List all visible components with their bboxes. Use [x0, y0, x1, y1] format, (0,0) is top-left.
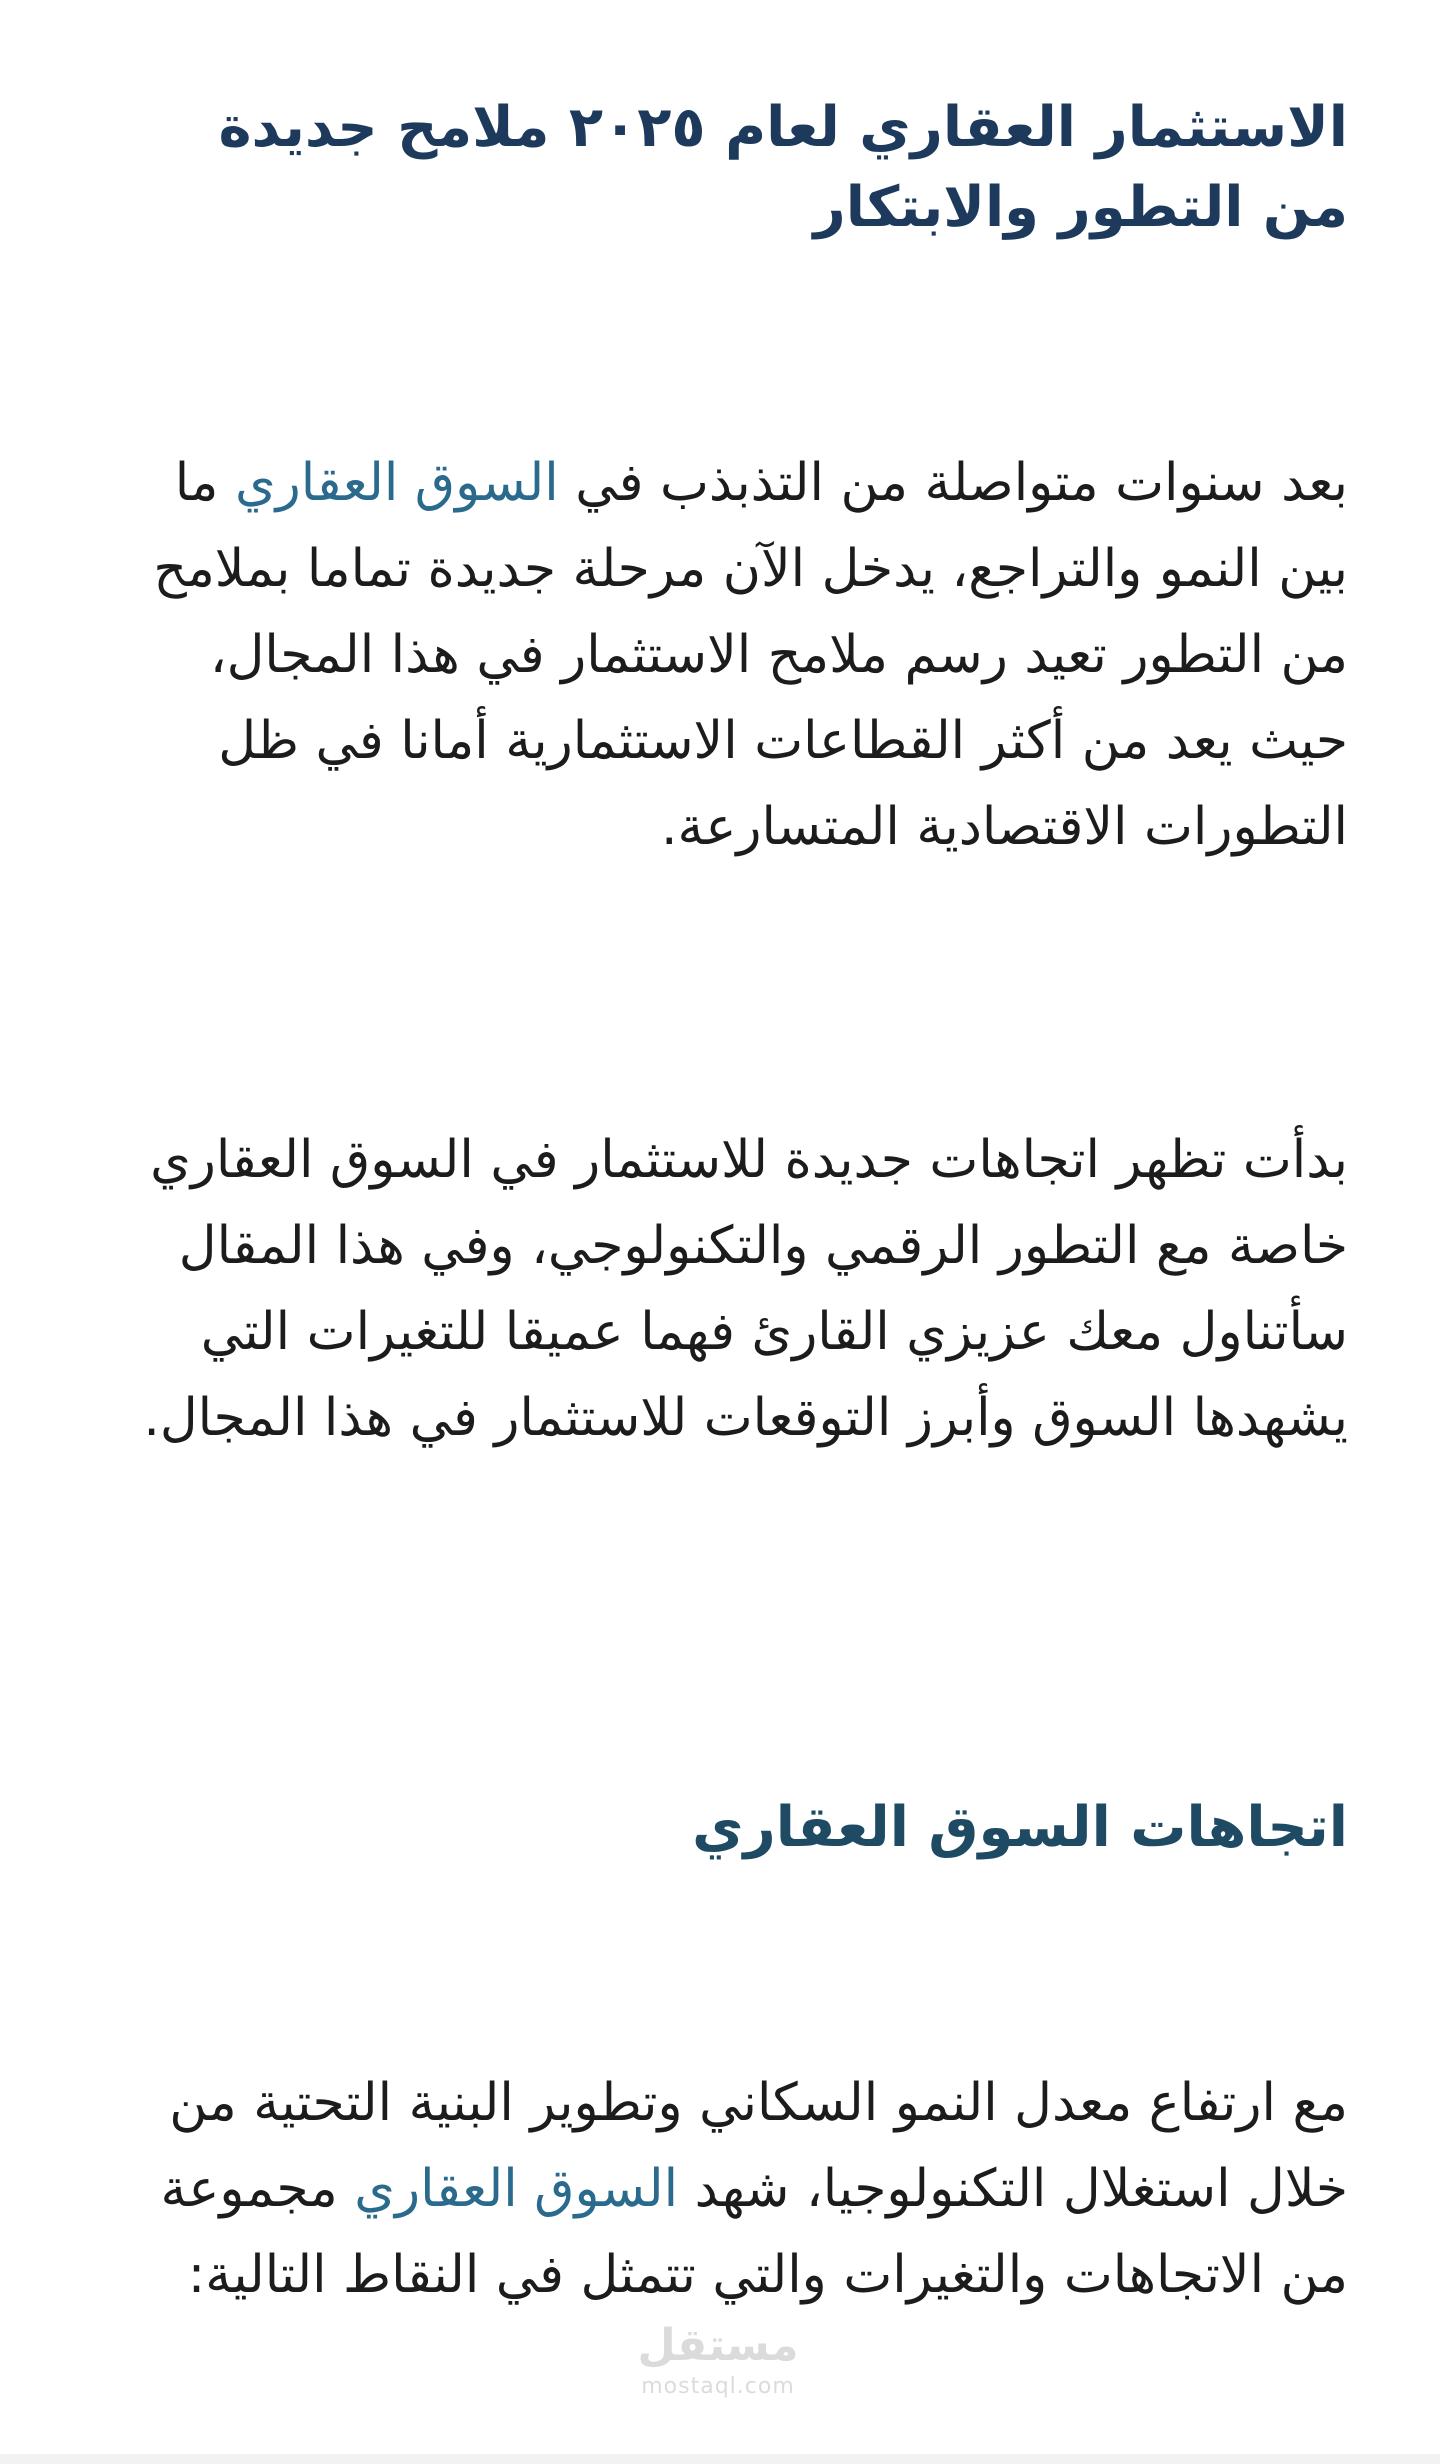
section-heading: اتجاهات السوق العقاري — [692, 1795, 1348, 1860]
bottom-edge — [0, 2454, 1440, 2464]
watermark-logo: مستقل — [637, 2320, 799, 2371]
paragraph-text: مع ارتفاع معدل النمو السكاني وتطوير البنية التحتية من خلال استغلال التكنولوجيا، شهد — [169, 2073, 1348, 2219]
real-estate-market-link-2[interactable]: السوق العقاري — [354, 2159, 679, 2219]
article-title: الاستثمار العقاري لعام ٢٠٢٥ ملامح جديدة من التطور والابتكار — [218, 95, 1348, 240]
mostaql-watermark — [628, 2318, 808, 2418]
paragraph-text: ما بين النمو والتراجع، يدخل الآن مرحلة جديدة تماما بملامح من التطور تعيد رسم ملامح الاستثمار في هذا المجال، حيث يعد من أكثر القطاعات الاستثمارية أمانا في ظل التطورات الاقتصادية المتسارعة. — [153, 453, 1348, 857]
intro-paragraph — [130, 440, 1348, 870]
paragraph-text: مجموعة من الاتجاهات والتغيرات والتي تتمثل في النقاط التالية: — [160, 2159, 1348, 2305]
paragraph-text: بعد سنوات متواصلة من التذبذب في — [558, 453, 1348, 513]
watermark-text: mostaql.com — [641, 2374, 795, 2399]
third-paragraph — [130, 2060, 1348, 2318]
real-estate-market-link[interactable]: السوق العقاري — [234, 453, 559, 513]
second-paragraph: بدأت تظهر اتجاهات جديدة للاستثمار في السوق العقاري خاصة مع التطور الرقمي والتكنولوجي، وفي هذا المقال سأتناول معك عزيزي القارئ فهما عميقا للتغيرات التي يشهدها السوق وأبرز التوقعات للاستثمار في هذا المجال. — [143, 1130, 1348, 1448]
